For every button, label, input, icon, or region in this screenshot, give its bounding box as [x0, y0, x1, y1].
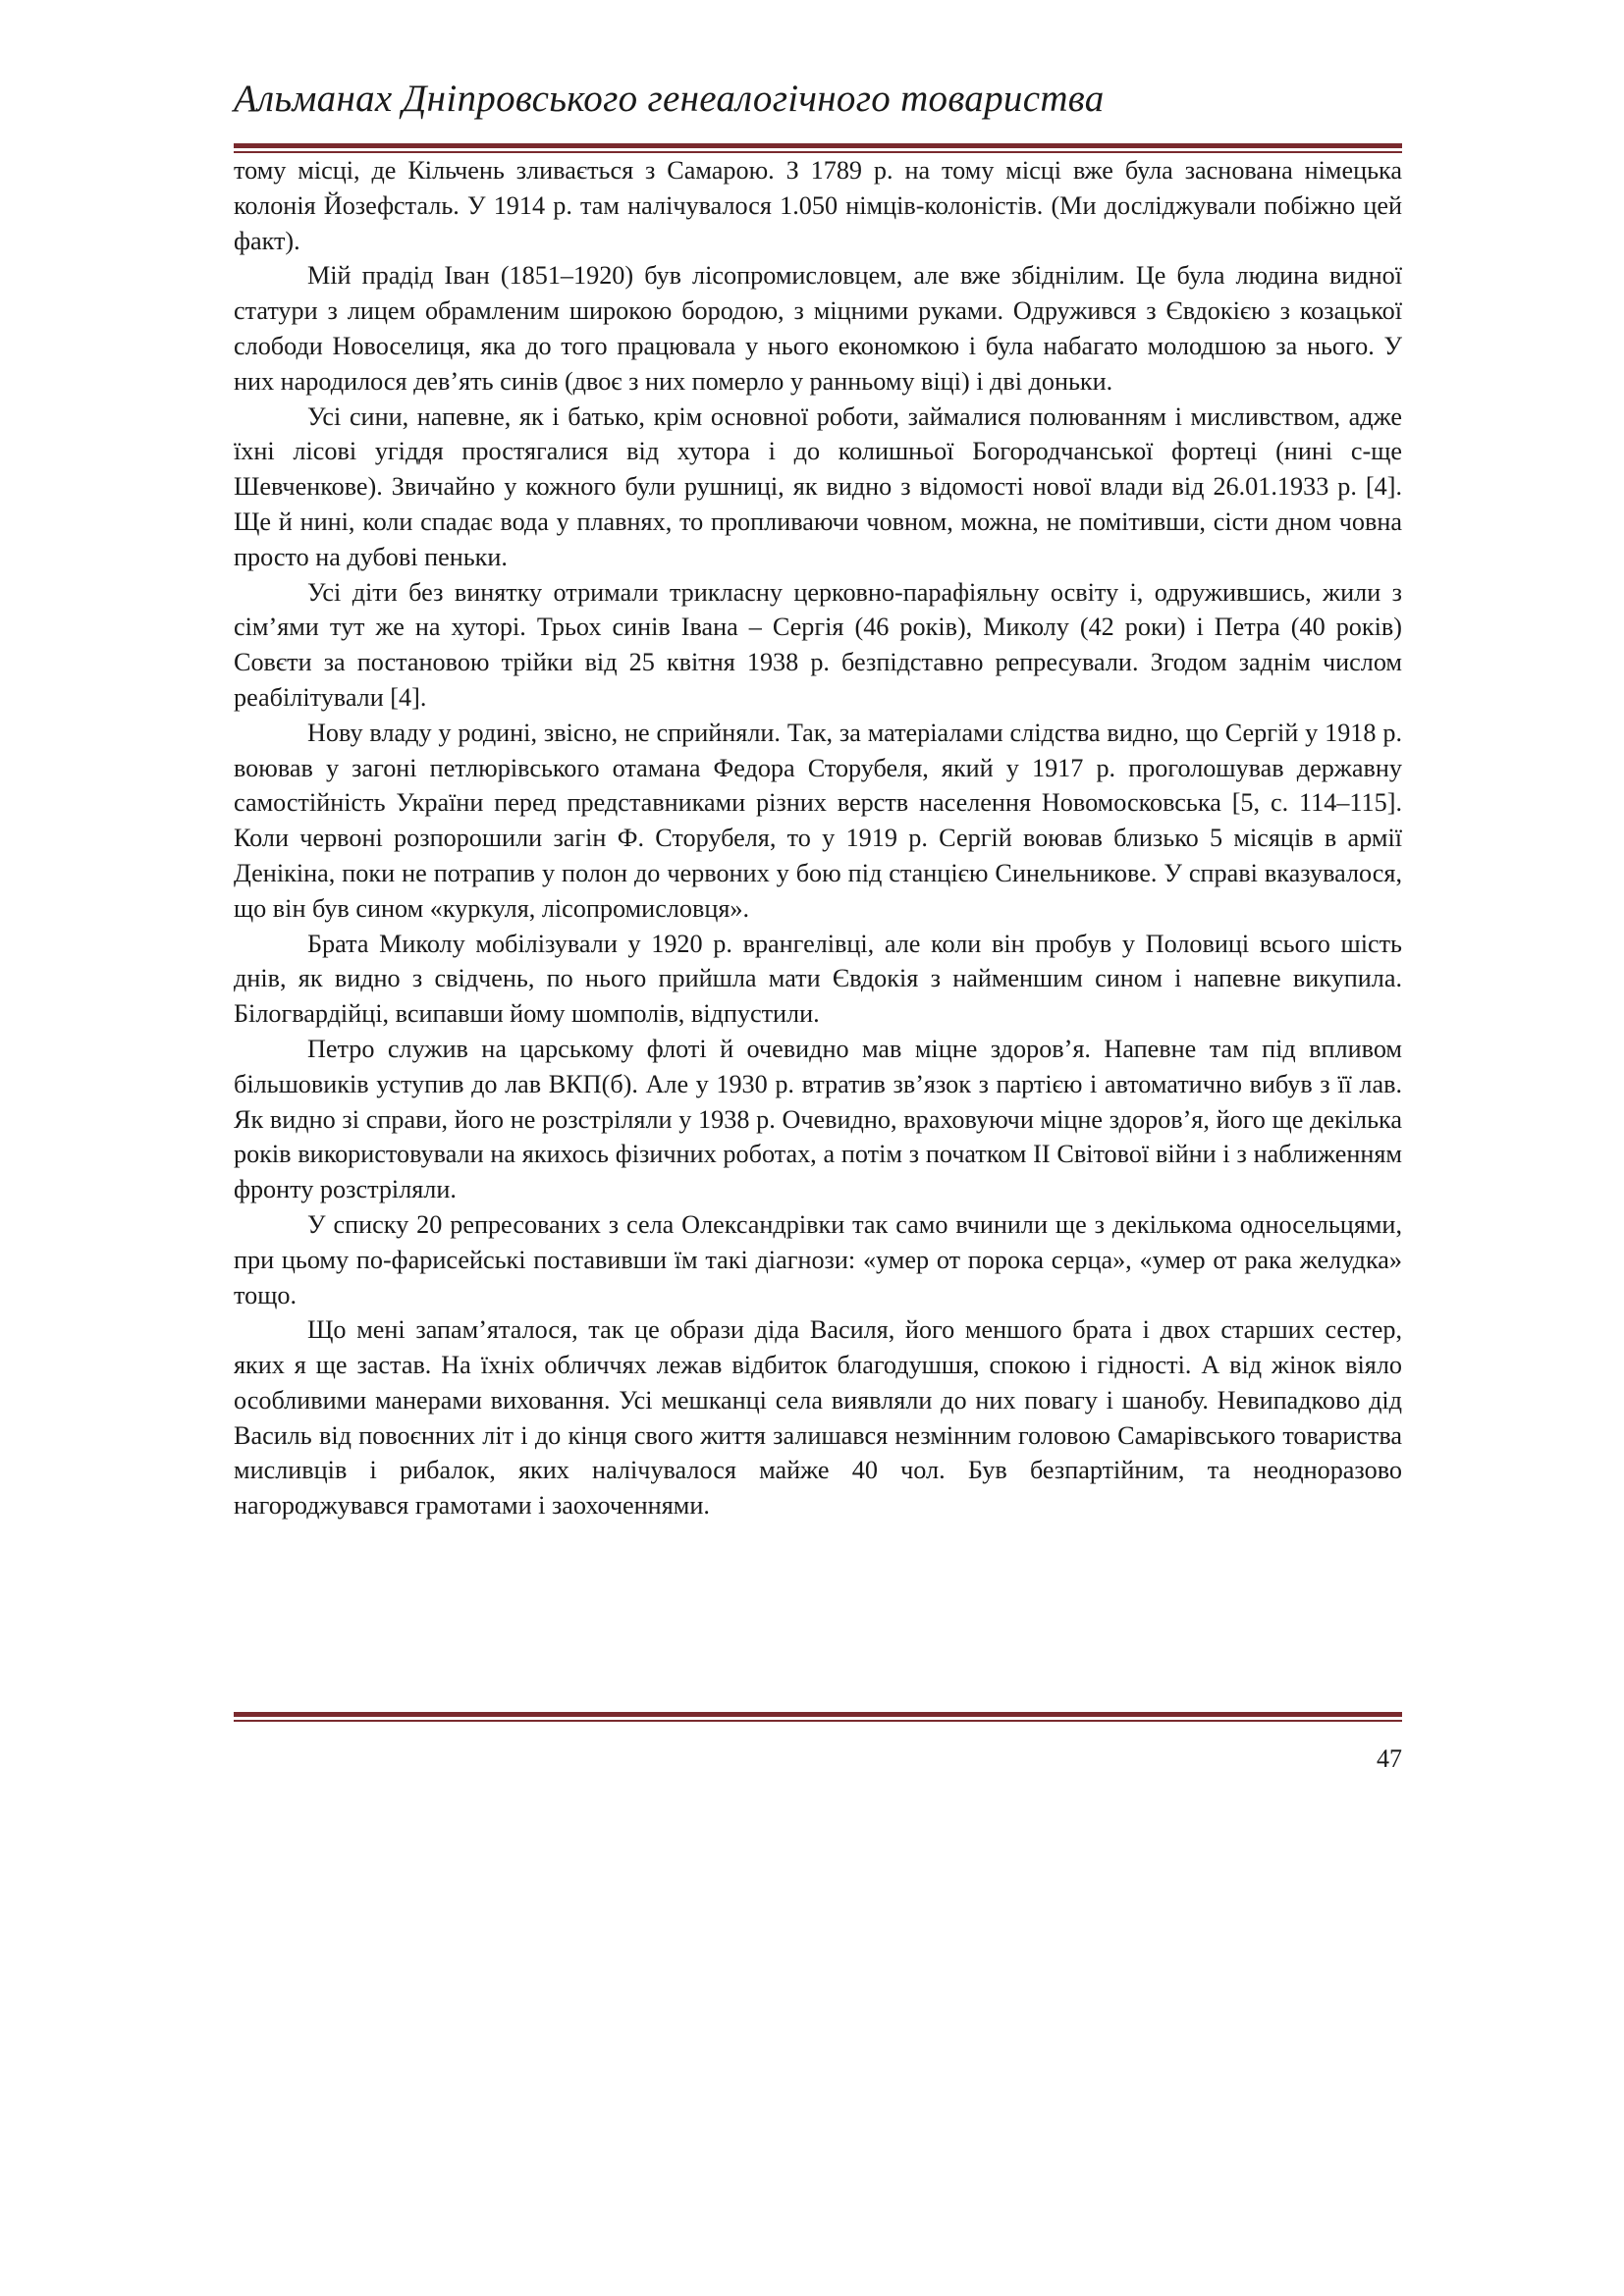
paragraph-9: Що мені запам’яталося, так це образи діда Василя, його меншого брата і двох старших сестер, яких я ще застав. На їхніх обличчях лежав відбиток благодушшя, спокою і гідності. А від жінок віяло особливими манерами виховання. Усі мешканці села виявляли до них повагу і шанобу. Невипадково дід Василь від повоєнних літ і до кінця свого життя залишався незмінним головою Самарівського товариства мисливців і рибалок, яких налічувалося майже 40 чол. Був безпартійним, та неодноразово нагороджувався грамотами і заохоченнями. — [234, 1315, 1402, 1521]
page-number: 47 — [1377, 1744, 1402, 1773]
paragraph-3: Усі сини, напевне, як і батько, крім основної роботи, займалися полюванням і мисливством, адже їхні лісові угіддя простягалися від хутора і до колишньої Богородчанської фортеці (нині с-ще Шевченкове). Звичайно у кожного були рушниці, як видно з відомості нової влади від 26.01.1933 р. [4]. Ще й нині, коли спадає вода у плавнях, то пропливаючи човном, можна, не помітивши, сісти дном човна просто на дубові пеньки. — [234, 401, 1402, 571]
paragraph-5: Нову владу у родині, звісно, не сприйняли. Так, за матеріалами слідства видно, що Сергій у 1918 р. воював у загоні петлюрівського отамана Федора Сторубеля, який у 1917 р. проголошував державну самостійність України перед представниками різних верств населення Новомосковська [5, с. 114–115]. Коли червоні розпорошили загін Ф. Сторубеля, то у 1919 р. Сергій воював близько 5 місяців в армії Денікіна, поки не потрапив у полон до червоних у бою під станцією Синельникове. У справі вказувалося, що він був сином «куркуля, лісопромисловця». — [234, 718, 1402, 923]
paragraph-2: Мій прадід Іван (1851–1920) був лісопромисловцем, але вже збіднілим. Це була людина видної статури з лицем обрамленим широкою бородою, з міцними руками. Одружився з Євдокією з козацької слободи Новоселиця, яка до того працювала у нього економкою і була набагато молодшою за нього. У них народилося дев’ять синів (двоє з них померло у ранньому віці) і дві доньки. — [234, 261, 1402, 396]
paragraph-8: У списку 20 репресованих з села Олександрівки так само вчинили ще з декількома односельцями, при цьому по-фарисейські поставивши їм такі діагнози: «умер от порока серца», «умер от рака желудка» тощо. — [234, 1209, 1402, 1309]
paragraph-7: Петро служив на царському флоті й очевидно мав міцне здоров’я. Напевне там під впливом більшовиків уступив до лав ВКП(б). Але у 1930 р. втратив зв’язок з партією і автоматично вибув з її лав. Як видно зі справи, його не розстріляли у 1938 р. Очевидно, враховуючи міцне здоров’я, його ще декілька років використовували на якихось фізичних роботах, а потім з початком ІІ Світової війни і з наближенням фронту розстріляли. — [234, 1034, 1402, 1204]
article-body — [234, 153, 1402, 1523]
header-rule — [234, 143, 1402, 153]
paragraph-6: Брата Миколу мобілізували у 1920 р. врангелівці, але коли він пробув у Половиці всього шість днів, як видно з свідчень, по нього прийшла мати Євдокія з найменшим сином і напевне викупила. Білогвардійці, всипавши йому шомполів, відпустили. — [234, 929, 1402, 1029]
paragraph-1: тому місці, де Кільчень зливається з Самарою. З 1789 р. на тому місці вже була заснована німецька колонія Йозефсталь. У 1914 р. там налічувалося 1.050 німців-колоністів. (Ми досліджували побіжно цей факт). — [234, 156, 1402, 255]
paragraph-4: Усі діти без винятку отримали трикласну церковно-парафіяльну освіту і, одружившись, жили з сім’ями тут же на хуторі. Трьох синів Івана – Сергія (46 років), Миколу (42 роки) і Петра (40 років) Совєти за постановою трійки від 25 квітня 1938 р. безпідставно репресували. Згодом заднім числом реабілітували [4]. — [234, 577, 1402, 712]
running-header-title: Альманах Дніпровського генеалогічного товариства — [234, 78, 1105, 120]
footer-rule — [234, 1712, 1402, 1722]
